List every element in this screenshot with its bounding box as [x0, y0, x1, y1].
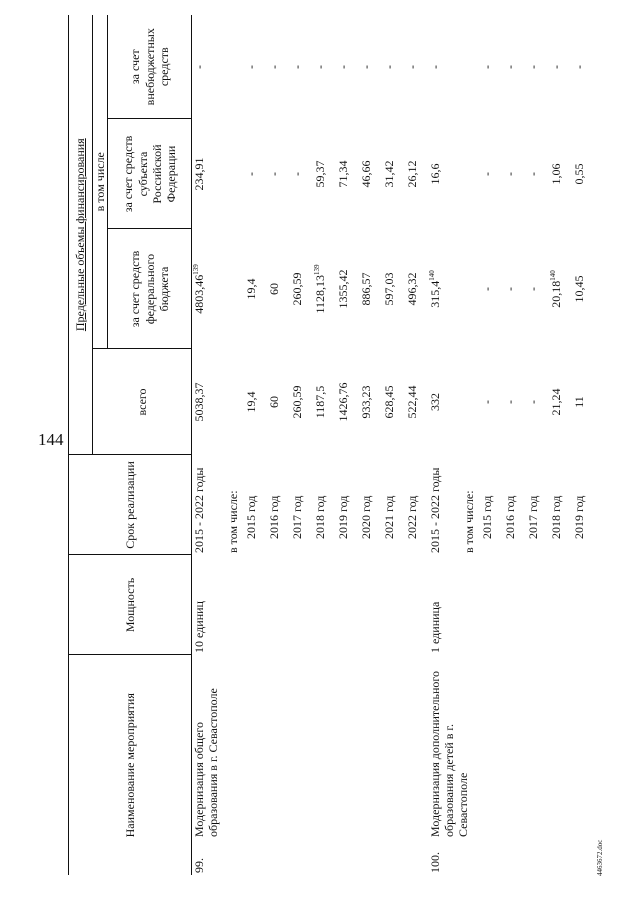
extra-text: -: [313, 64, 328, 69]
header-federal: за счет средств федерального бюджета: [108, 229, 192, 349]
total-text: 628,45: [382, 385, 397, 419]
period-cell-column: [428, 455, 595, 555]
year-label: [405, 455, 428, 555]
extra-value: [267, 15, 290, 119]
extra-value: [359, 15, 382, 119]
total-cell-column: [192, 349, 429, 455]
period-cell-column: [192, 455, 429, 555]
federal-value: [503, 229, 526, 349]
federal-value: [382, 229, 405, 349]
federal-text: 1355,42: [336, 269, 351, 309]
spacer: [226, 229, 244, 349]
federal-text: -: [480, 286, 495, 291]
subject-text: 31,42: [382, 160, 397, 188]
extra-value: [382, 15, 405, 119]
extra-text: -: [244, 64, 259, 69]
federal-text: -: [526, 286, 541, 291]
extra-cell-column: [428, 15, 595, 119]
subject-value: [336, 119, 359, 229]
spacer: [226, 15, 244, 119]
year-label: [290, 455, 313, 555]
year-label: [382, 455, 405, 555]
total-text: 1187,5: [313, 385, 328, 419]
period-cell-stack: [428, 455, 595, 555]
subject-value: [480, 119, 503, 229]
year-text: 2017 год: [526, 495, 541, 539]
header-funding-group: Предельные объемы финансирования: [69, 15, 93, 455]
extra-value: [503, 15, 526, 119]
spacer: [226, 119, 244, 229]
summary-federal-value: 315,4: [428, 280, 443, 308]
summary-period: 2015 - 2022 годы: [192, 467, 207, 553]
federal-cell-column: [192, 229, 429, 349]
period-cell-stack: [192, 455, 428, 555]
subject-text: 26,12: [405, 160, 420, 188]
year-label: [313, 455, 336, 555]
summary-federal: [428, 229, 462, 349]
total-value: [572, 349, 595, 455]
row-name: Модернизация дополнительного образования детей в г. Севастополе: [428, 670, 470, 837]
summary-extra: [192, 15, 226, 119]
subject-value: [290, 119, 313, 229]
subject-value: [572, 119, 595, 229]
year-text: 2019 год: [572, 495, 587, 539]
extra-value: [336, 15, 359, 119]
summary-subject: [192, 119, 226, 229]
subject-value: [503, 119, 526, 229]
subject-text: -: [267, 171, 282, 176]
total-text: 933,23: [359, 385, 374, 419]
subject-cell-stack: [428, 119, 595, 229]
extra-text: -: [503, 64, 518, 69]
header-extrabudget: за счет внебюджетных средств: [108, 15, 192, 119]
including-label: в том числе:: [462, 490, 477, 553]
total-value: [244, 349, 267, 455]
federal-text: 10,45: [572, 275, 587, 303]
federal-text: 1128,13: [313, 274, 328, 314]
row-capacity: 1 единица: [428, 601, 443, 653]
subject-text: 71,34: [336, 160, 351, 188]
year-label: [503, 455, 526, 555]
year-text: 2018 год: [313, 495, 328, 539]
year-text: 2022 год: [405, 495, 420, 539]
row-number: 99.: [192, 858, 207, 873]
year-text: 2016 год: [267, 495, 282, 539]
year-label: [359, 455, 382, 555]
summary-subject: [428, 119, 462, 229]
year-text: 2017 год: [290, 495, 305, 539]
header-period: Срок реализации: [69, 455, 192, 555]
total-value: [290, 349, 313, 455]
total-text: -: [480, 399, 495, 404]
year-label: [549, 455, 572, 555]
row-number: 100.: [428, 852, 443, 873]
subject-cell-column: [192, 119, 429, 229]
federal-text: 886,57: [359, 272, 374, 306]
rotated-table-container: [68, 15, 600, 875]
federal-value: [405, 229, 428, 349]
federal-cell-stack: [192, 229, 428, 349]
federal-cell-column: [428, 229, 595, 349]
federal-text: 20,18: [549, 280, 564, 308]
header-name: Наименование мероприятия: [69, 655, 192, 875]
extra-text: -: [526, 64, 541, 69]
footnote-ref: 140: [428, 270, 437, 281]
table-row: [428, 15, 595, 875]
federal-value: [526, 229, 549, 349]
total-value: [336, 349, 359, 455]
federal-value: [480, 229, 503, 349]
year-label: [526, 455, 549, 555]
total-value: [359, 349, 382, 455]
subject-text: -: [290, 171, 305, 176]
subject-text: 46,66: [359, 160, 374, 188]
extra-text: -: [359, 64, 374, 69]
total-value: [549, 349, 572, 455]
total-text: -: [526, 399, 541, 404]
total-value: [405, 349, 428, 455]
total-value: [480, 349, 503, 455]
subject-value: [382, 119, 405, 229]
total-value: [313, 349, 336, 455]
subject-value: [526, 119, 549, 229]
federal-value: [572, 229, 595, 349]
federal-text: 19,4: [244, 278, 259, 300]
extra-value: [549, 15, 572, 119]
summary-total: [192, 349, 226, 455]
summary-extra-value: -: [428, 64, 443, 69]
total-cell-stack: [428, 349, 595, 455]
extra-value: [313, 15, 336, 119]
federal-value: [313, 229, 336, 349]
summary-period: 2015 - 2022 годы: [428, 467, 443, 553]
extra-cell-stack: [428, 15, 595, 119]
subject-value: [405, 119, 428, 229]
summary-subject-value: 234,91: [192, 157, 207, 191]
total-value: [382, 349, 405, 455]
extra-text: -: [572, 64, 587, 69]
spacer: [462, 15, 480, 119]
federal-value: [359, 229, 382, 349]
summary-federal-value: 4803,46: [192, 274, 207, 314]
subject-value: [359, 119, 382, 229]
extra-text: -: [290, 64, 305, 69]
year-text: 2015 год: [244, 495, 259, 539]
federal-text: 260,59: [290, 272, 305, 306]
spacer: [462, 229, 480, 349]
federal-value: [267, 229, 290, 349]
extra-text: -: [267, 64, 282, 69]
extra-value: [244, 15, 267, 119]
total-text: 1426,76: [336, 382, 351, 422]
year-text: 2021 год: [382, 495, 397, 539]
header-including: в том числе: [93, 15, 108, 349]
total-value: [526, 349, 549, 455]
spacer: [462, 119, 480, 229]
subject-text: -: [526, 171, 541, 176]
summary-extra: [428, 15, 462, 119]
page-number: 144: [38, 430, 64, 449]
total-text: 21,24: [549, 388, 564, 416]
including-label: в том числе:: [226, 490, 241, 553]
federal-text: 60: [267, 282, 282, 295]
header-subject: за счет средств субъекта Российской Федерации: [108, 119, 192, 229]
extra-text: -: [480, 64, 495, 69]
subject-text: -: [503, 171, 518, 176]
footnote-ref: 140: [549, 270, 558, 281]
federal-value: [549, 229, 572, 349]
extra-cell-column: [192, 15, 429, 119]
year-label: [572, 455, 595, 555]
federal-value: [336, 229, 359, 349]
extra-text: -: [336, 64, 351, 69]
total-text: 522,44: [405, 385, 420, 419]
year-label: [480, 455, 503, 555]
subject-text: -: [244, 171, 259, 176]
extra-value: [480, 15, 503, 119]
subject-value: [267, 119, 290, 229]
federal-text: -: [503, 286, 518, 291]
summary-total-value: 332: [428, 392, 443, 411]
extra-value: [572, 15, 595, 119]
extra-text: -: [405, 64, 420, 69]
spacer: [226, 349, 244, 455]
extra-value: [526, 15, 549, 119]
subject-text: -: [480, 171, 495, 176]
subject-text: 59,37: [313, 160, 328, 188]
subject-text: 1,06: [549, 163, 564, 185]
extra-value: [290, 15, 313, 119]
total-text: 19,4: [244, 391, 259, 413]
year-text: 2016 год: [503, 495, 518, 539]
subject-text: 0,55: [572, 163, 587, 185]
total-text: 11: [572, 396, 587, 408]
summary-total-value: 5038,37: [192, 382, 207, 422]
row-capacity: 10 единиц: [192, 601, 207, 653]
row-name: Модернизация общего образования в г. Севастополе: [192, 688, 221, 837]
total-value: [267, 349, 290, 455]
year-label: [267, 455, 290, 555]
summary-total: [428, 349, 462, 455]
extra-value: [405, 15, 428, 119]
year-label: [244, 455, 267, 555]
summary-extra-value: -: [192, 64, 207, 69]
extra-text: -: [549, 64, 564, 69]
year-label: [336, 455, 359, 555]
year-text: 2018 год: [549, 495, 564, 539]
year-text: 2020 год: [359, 495, 374, 539]
table-body: [192, 15, 596, 875]
federal-value: [244, 229, 267, 349]
summary-subject-value: 16,6: [428, 163, 443, 185]
year-text: 2015 год: [480, 495, 495, 539]
subject-value: [313, 119, 336, 229]
funding-table: [68, 15, 595, 875]
table-row: [192, 15, 429, 875]
federal-cell-stack: [428, 229, 595, 349]
year-text: 2019 год: [336, 495, 351, 539]
footnote-ref: 139: [192, 264, 201, 275]
federal-text: 597,03: [382, 272, 397, 306]
summary-federal: [192, 229, 226, 349]
total-value: [503, 349, 526, 455]
extra-cell-stack: [192, 15, 428, 119]
header-total: всего: [93, 349, 192, 455]
subject-value: [549, 119, 572, 229]
federal-text: 496,32: [405, 272, 420, 306]
subject-cell-column: [428, 119, 595, 229]
subject-cell-stack: [192, 119, 428, 229]
total-text: 60: [267, 395, 282, 408]
header-capacity: Мощность: [69, 555, 192, 655]
document-id: 4463672.doc: [596, 839, 604, 876]
federal-value: [290, 229, 313, 349]
total-cell-stack: [192, 349, 428, 455]
footnote-ref: 139: [313, 264, 322, 275]
extra-text: -: [382, 64, 397, 69]
total-text: 260,59: [290, 385, 305, 419]
total-cell-column: [428, 349, 595, 455]
spacer: [462, 349, 480, 455]
subject-value: [244, 119, 267, 229]
total-text: -: [503, 399, 518, 404]
